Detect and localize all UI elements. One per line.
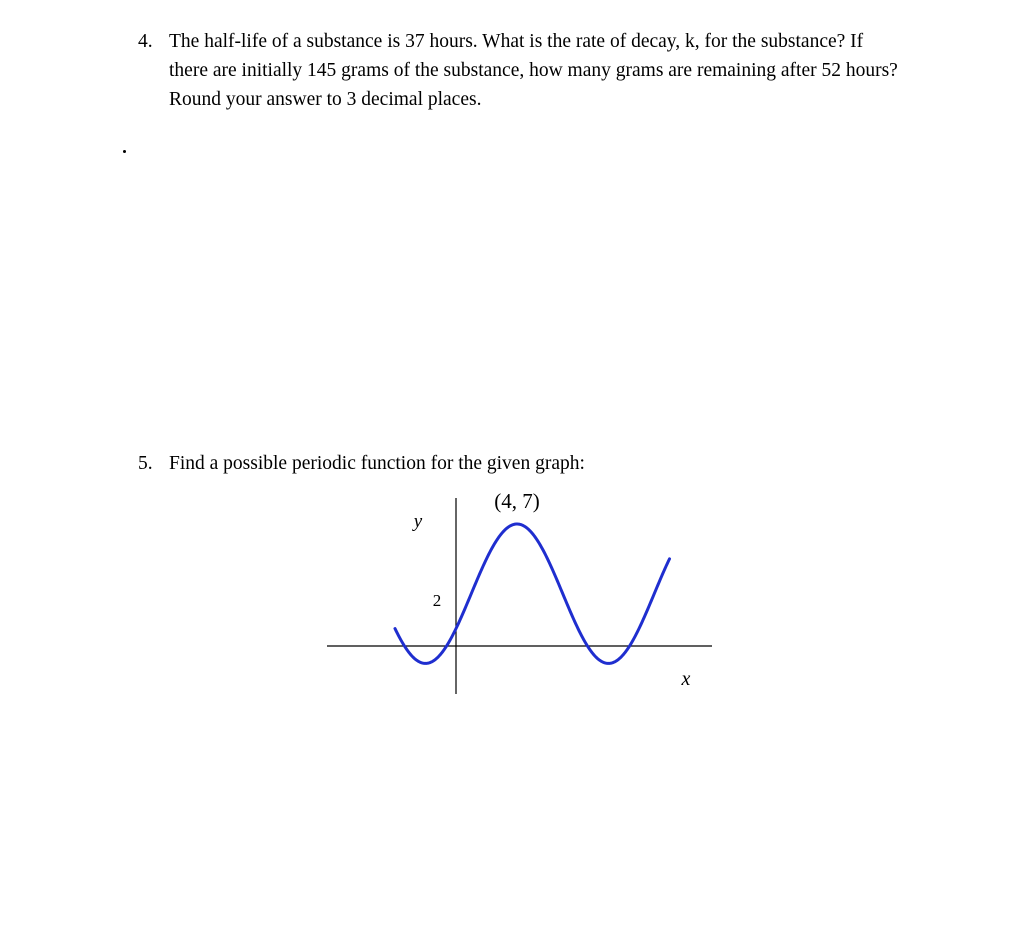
point-label: (4, 7) [494, 489, 540, 513]
question-number: 4. [138, 31, 153, 52]
question-line: Find a possible periodic function for the given graph: [169, 453, 585, 474]
question-line: The half-life of a substance is 37 hours. What is the rate of decay, k, for the substance? If [169, 31, 864, 52]
y-axis-label: y [413, 511, 423, 532]
question-number: 5. [138, 453, 153, 474]
question-line: there are initially 145 grams of the substance, how many grams are remaining after 52 hours? [169, 60, 898, 81]
question-line: Round your answer to 3 decimal places. [169, 89, 482, 110]
y-intercept-label: 2 [432, 591, 442, 610]
x-axis-label: x [681, 668, 691, 690]
